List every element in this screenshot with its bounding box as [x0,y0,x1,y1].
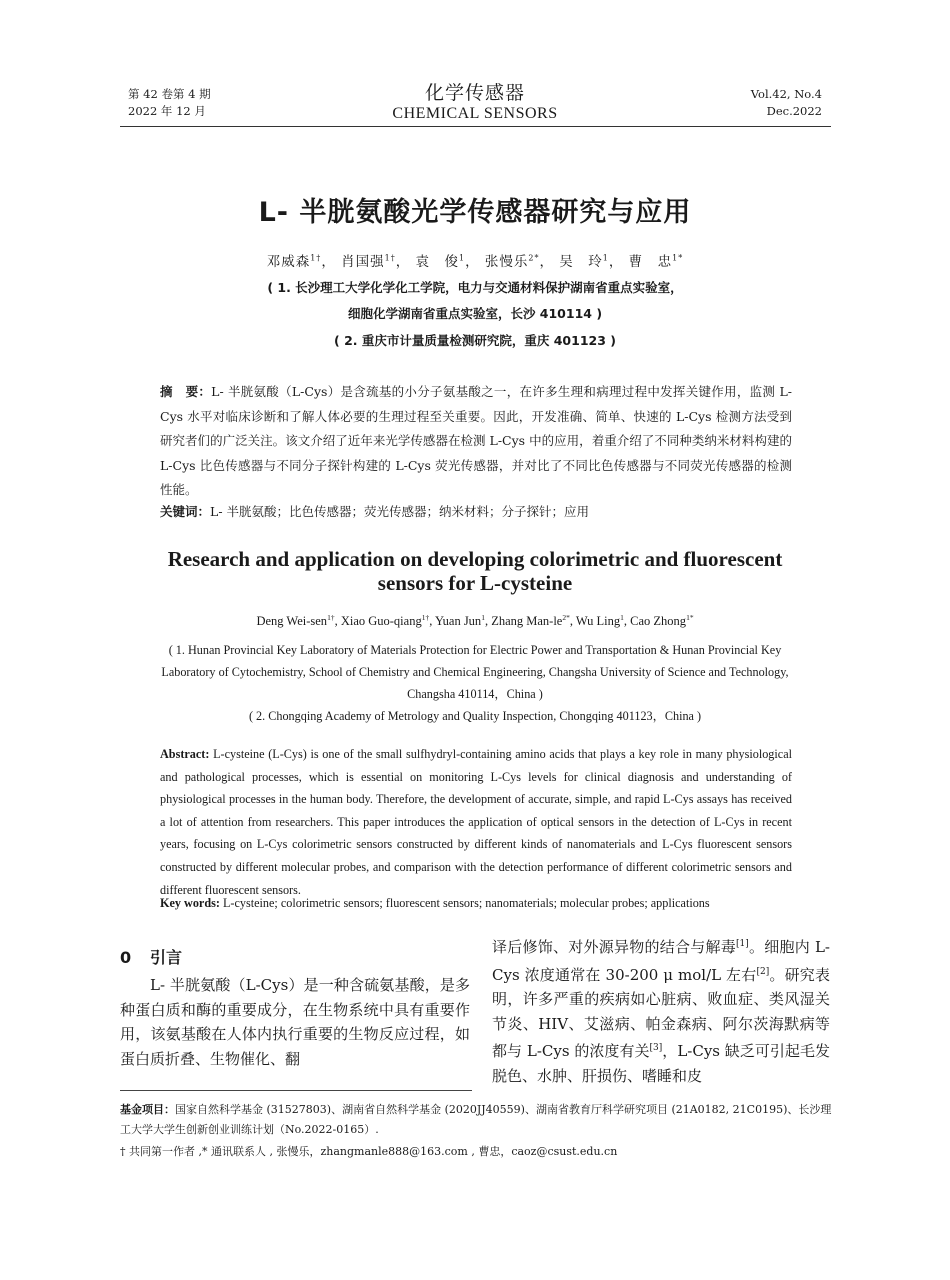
journal-issue-en [751,86,822,120]
abstract-text-cn: L- 半胱氨酸（L-Cys）是含巯基的小分子氨基酸之一，在许多生理和病理过程中发挥关键作用，监测 L-Cys 水平对临床诊断和了解人体必要的生理过程至关重要。因此，开发准确、简单、快速的 L-Cys 检测方法受到研究者们的广泛关注。该文介绍了近年来光学传感器在检测 L-Cys 中的应用，着重介绍了不同种类纳米材料构建的 L-Cys 比色传感器与不同分子探针构建的 L-Cys 荧光传感器，并对比了不同比色传感器与不同荧光传感器的检测性能。 [160,384,792,497]
paper-title-en-line2: sensors for L-cysteine [377,571,573,595]
contact-note: † 共同第一作者 ,* 通讯联系人 , 张慢乐，zhangmanle888@163.com , 曹忠，caoz@csust.edu.cn [120,1145,618,1158]
abstract-label-cn: 摘 要： [160,384,212,399]
author-list-cn [0,250,950,270]
affiliation-en-1: ( 1. Hunan Provincial Key Laboratory of Materials Protection for Electric Power and Transportation & Hunan Provincial Key Laboratory of Cytochemistry, School of Chemistry and Chemical Engineering, Changsha University of Science and Technology, Changsha 410114，China ) [161,643,789,701]
author: Deng Wei-sen$^{1\dagger}$, [256,613,341,629]
journal-name [325,82,625,124]
keywords-cn [160,501,792,523]
keywords-label-en: Key words: [160,896,220,910]
author: 邓威森$^{1\dagger}$， [266,253,336,270]
author: Zhang Man-$le^{2*}$, [491,613,576,629]
paper-title-en [120,547,830,595]
keywords-text-cn: L- 半胱氨酸；比色传感器；荧光传感器；纳米材料；分子探针；应用 [210,504,590,519]
abstract-en [160,743,792,901]
author: 曹 忠$^{1*}$ [628,253,684,270]
issue-volume-en: Vol.42, No.4 [750,87,822,101]
affiliation-cn-2: ( 2. 重庆市计量质量检测研究院，重庆 401123 ) [334,333,616,348]
keywords-label-cn: 关键词： [160,504,211,519]
abstract-text-en: L-cysteine (L-Cys) is one of the small sulfhydryl-containing amino acids that plays a key role in many physiological and pathological processes, which is essential on monitoring L-Cys levels for clinical diagnosis and understanding of physiological processes in the human body. Therefore, the development of accurate, simple, and rapid L-Cys assays has received a lot of attention from researchers. This paper introduces the application of optical sensors in the detection of L-Cys in recent years, focusing on L-Cys colorimetric sensors constructed by different kinds of nanomaterials and L-Cys fluorescent sensors constructed by different molecular probes, and comparison with the detection performance of different colorimetric sensors and different fluorescent sensors. [160,747,792,897]
journal-name-en: CHEMICAL SENSORS [392,105,558,122]
author: 肖国强$^{1\dagger}$， [341,253,411,270]
citation[interactable]: [3] [649,1043,663,1053]
section-heading [120,945,182,968]
author: Xiao Guo-qiang$^{1\dagger}$, [340,613,435,629]
author: 吴 玲$^1$， [559,253,624,270]
section-number: 0 [120,948,132,967]
journal-name-cn: 化学传感器 [424,82,525,104]
affiliation-en-2: ( 2. Chongqing Academy of Metrology and Quality Inspection, Chongqing 401123，China ) [248,709,702,723]
author-list-en [0,613,950,629]
header-divider [120,126,831,127]
journal-issue-cn [128,86,211,120]
funding-text: 国家自然科学基金 (31527803)、湖南省自然科学基金 (2020JJ40559)、湖南省教育厅科学研究项目 (21A0182, 21C0195)、长沙理工大学大学生创新创业训练计划（No.2022-0165）. [120,1103,832,1136]
issue-volume-cn: 第 42 卷第 4 期 [128,87,211,101]
citation[interactable]: [1] [735,939,749,949]
author: Cao Zhong$^{1*}$ [630,613,694,629]
abstract-cn [160,380,792,503]
author: Wu Ling$^1$, [575,613,631,629]
keywords-text-en: L-cysteine; colorimetric sensors; fluorescent sensors; nanomaterials; molecular probes; applications [222,896,710,910]
footnote-divider [120,1090,472,1091]
affiliations-en [150,639,800,727]
author: 袁 俊$^1$， [415,253,480,270]
section-title: 引言 [150,948,183,967]
paper-title-cn: L- 半胱氨酸光学传感器研究与应用 [258,197,692,228]
body-column-left: L- 半胱氨酸（L-Cys）是一种含硫氨基酸，是多种蛋白质和酶的重要成分，在生物系统中具有重要作用，该氨基酸在人体内执行重要的生物反应过程，如蛋白质折叠、生物催化、翻 [120,976,470,1068]
issue-date-cn: 2022 年 12 月 [128,104,206,118]
body-column-right: 译后修饰、对外源异物的结合与解毒[1]。细胞内 L-Cys 浓度通常在 30-200 μ mol/L 左右[2]。研究表明，许多严重的疾病如心脏病、败血症、类风湿关节炎、HIV、艾滋病、帕金森病、阿尔茨海默病等都与 L-Cys 的浓度有关[3]，L-Cys 缺乏可引起毛发脱色、水肿、肝损伤、嗜睡和皮 [492,938,831,1085]
author: Yuan Jun$^1$, [435,613,492,629]
affiliation-cn-1a: ( 1. 长沙理工大学化学化工学院，电力与交通材料保护湖南省重点实验室， [267,280,683,295]
abstract-label-en: Abstract: [160,747,210,761]
paper-title-en-line1: Research and application on developing colorimetric and fluorescent [167,547,783,571]
keywords-en [160,896,792,911]
funding-label: 基金项目： [120,1103,175,1116]
funding-note [120,1100,832,1140]
author: 张慢乐$^{2*}$， [484,253,554,270]
citation[interactable]: [2] [756,966,770,977]
issue-date-en: Dec.2022 [766,104,822,118]
affiliation-cn-1b: 细胞化学湖南省重点实验室，长沙 410114 ) [347,306,603,321]
